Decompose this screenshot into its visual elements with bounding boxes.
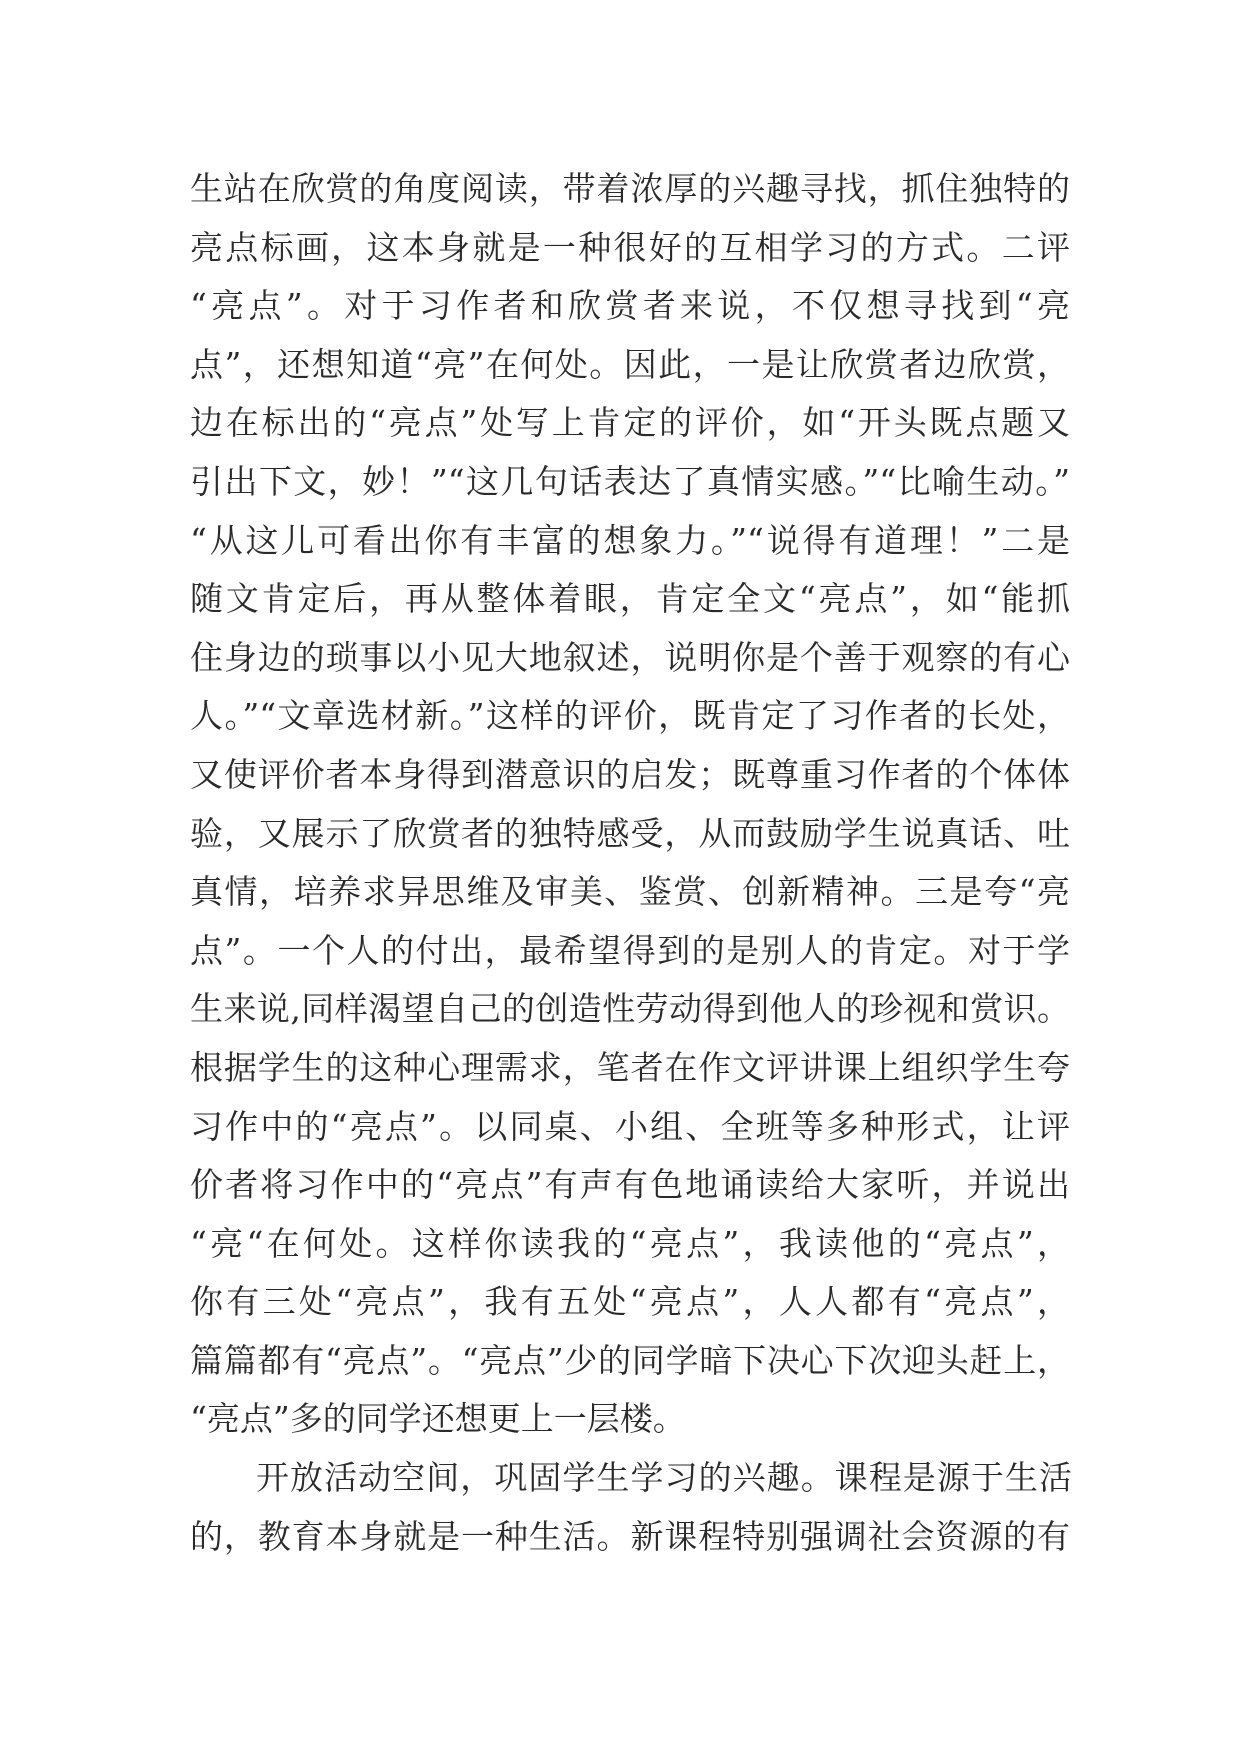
text-line: 价者将习作中的“亮点”有声有色地诵读给大家听，并说出	[190, 1165, 1070, 1205]
text-line: 边在标出的“亮点”处写上肯定的评价，如“开头既点题又	[190, 403, 1070, 443]
text-line: “亮点”多的同学还想更上一层楼。	[190, 1399, 686, 1439]
text-line: 人。”“文章选材新。”这样的评价，既肯定了习作者的长处，	[190, 696, 1070, 736]
text-line: “亮“在何处。这样你读我的“亮点”，我读他的“亮点”，	[190, 1223, 1070, 1263]
text-line: 又使评价者本身得到潜意识的启发；既尊重习作者的个体体	[190, 754, 1070, 794]
text-line: 验，又展示了欣赏者的独特感受，从而鼓励学生说真话、吐	[190, 813, 1070, 853]
body-text	[190, 160, 1070, 1566]
text-line: 的，教育本身就是一种生活。新课程特别强调社会资源的有	[190, 1516, 1070, 1556]
text-line: 随文肯定后，再从整体着眼，肯定全文“亮点”，如“能抓	[190, 579, 1070, 619]
text-line: 亮点标画，这本身就是一种很好的互相学习的方式。二评	[190, 227, 1070, 267]
text-line: 你有三处“亮点”，我有五处“亮点”，人人都有“亮点”，	[190, 1282, 1070, 1322]
paragraph-start-line: 开放活动空间，巩固学生学习的兴趣。课程是源于生活	[256, 1458, 1070, 1498]
text-line: “从这儿可看出你有丰富的想象力。”“说得有道理！”二是	[190, 520, 1070, 560]
text-line: 生站在欣赏的角度阅读，带着浓厚的兴趣寻找，抓住独特的	[190, 169, 1070, 208]
text-line: 习作中的“亮点”。以同桌、小组、全班等多种形式，让评	[190, 1106, 1070, 1146]
text-line: “亮点”。对于习作者和欣赏者来说，不仅想寻找到“亮	[190, 286, 1070, 326]
text-line: 住身边的琐事以小见大地叙述，说明你是个善于观察的有心	[190, 637, 1070, 677]
text-line: 生来说,同样渴望自己的创造性劳动得到他人的珍视和赏识。	[190, 989, 1070, 1029]
text-line: 点”。一个人的付出，最希望得到的是别人的肯定。对于学	[190, 930, 1070, 970]
text-line: 引出下文，妙！”“这几句话表达了真情实感。”“比喻生动。”	[190, 461, 1070, 501]
text-line: 篇篇都有“亮点”。“亮点”少的同学暗下决心下次迎头赶上，	[190, 1340, 1070, 1380]
text-line: 点”，还想知道“亮”在何处。因此，一是让欣赏者边欣赏，	[190, 344, 1070, 384]
text-line: 根据学生的这种心理需求，笔者在作文评讲课上组织学生夸	[190, 1047, 1070, 1087]
text-line: 真情，培养求异思维及审美、鉴赏、创新精神。三是夸“亮	[190, 872, 1070, 912]
